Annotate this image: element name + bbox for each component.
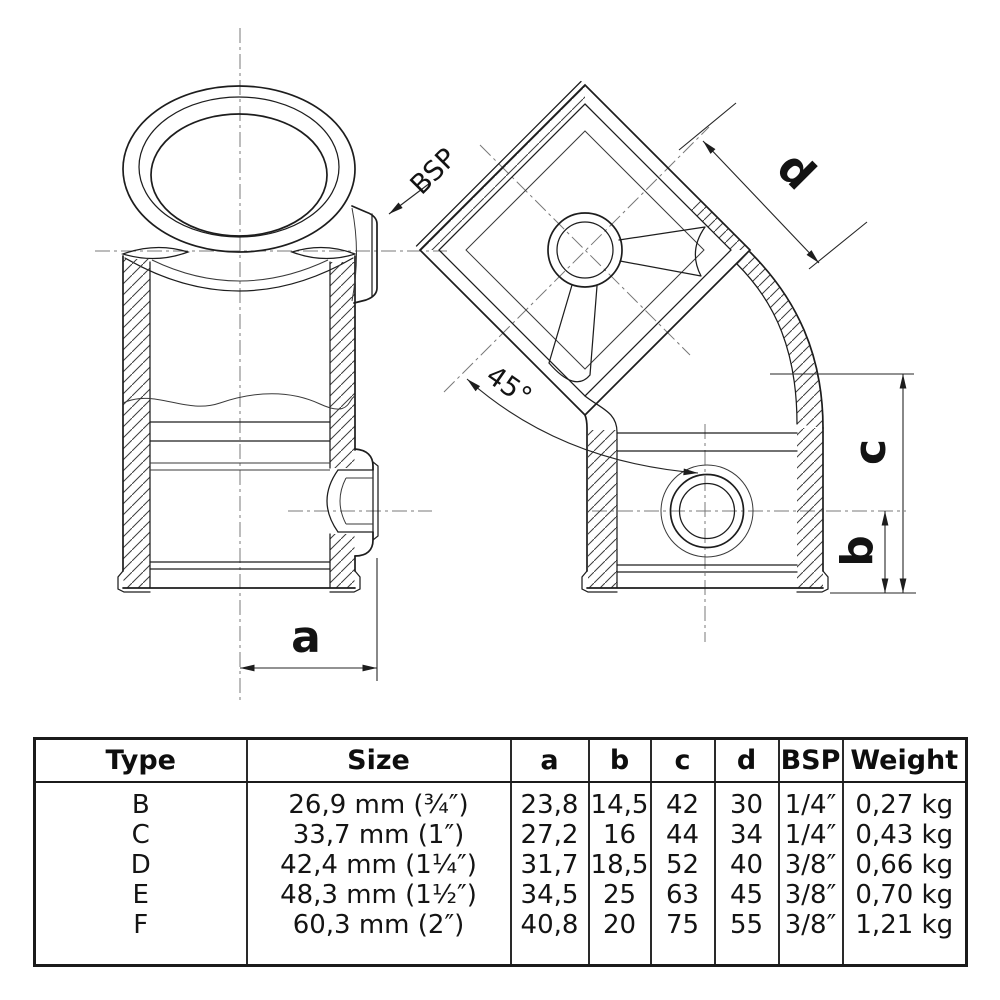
cell-c: 44 [651,820,715,850]
cell-type: B [131,790,150,820]
bsp-label: BSP [404,142,463,201]
table-row [35,880,967,910]
center-hole-outer [548,213,622,287]
cell-bsp: 1/4″ [779,790,843,820]
side-view [417,82,917,643]
cell-size: 33,7 mm (1″) [247,820,511,850]
screw-boss-face [373,462,378,540]
header-c: c [651,739,715,783]
table-row [35,820,967,850]
angle-label: 45° [480,359,538,413]
screw-boss-outline [355,449,373,556]
table-spacer-row [35,782,967,790]
header-type: Type [35,739,247,783]
cylinder-grooves [617,433,797,572]
cell-weight: 1,21 kg [843,910,967,940]
cell-weight: 0,66 kg [843,850,967,880]
cell-b: 16 [589,820,651,850]
centerline-45-axis [444,127,709,392]
cell-type: E [132,880,149,910]
dim-label-a: a [291,612,321,663]
hatch-cylinder-right [797,428,823,588]
cell-d: 55 [715,910,779,940]
cell-bsp: 3/8″ [779,880,843,910]
socket-mid-rim [139,97,339,237]
table-header-row [35,739,967,783]
dimension-a [240,558,377,681]
waist-fillet-right [292,247,355,258]
header-size: Size [247,739,511,783]
cell-b: 20 [589,910,651,940]
cell-c: 42 [651,790,715,820]
break-line [123,394,355,409]
cell-weight: 0,27 kg [843,790,967,820]
funnel-right [619,227,705,276]
header-a: a [511,739,589,783]
table-row [35,790,967,820]
cell-d: 34 [715,820,779,850]
cell-b: 14,5 [589,790,651,820]
dimension-table [33,737,968,967]
socket-outer-rim [123,86,355,252]
cell-bsp: 3/8″ [779,850,843,880]
table-row [35,850,967,880]
screw-hole-cone-inner [340,478,346,524]
cell-a: 23,8 [511,790,589,820]
cell-a: 27,2 [511,820,589,850]
cell-size: 26,9 mm (¾″) [247,790,511,820]
cell-size: 42,4 mm (1¼″) [247,850,511,880]
extension-lines-d [679,103,867,269]
cell-weight: 0,70 kg [843,880,967,910]
cell-a: 34,5 [511,880,589,910]
dim-label-d: d [766,141,826,201]
center-hole-inner [557,222,613,278]
cylinder-edge-left-outer [585,415,587,571]
cell-bsp: 1/4″ [779,820,843,850]
cell-b: 25 [589,880,651,910]
cell-bsp: 3/8″ [779,910,843,940]
cell-type: C [131,820,150,850]
screw-hole-thread-lines [346,478,373,524]
cell-size: 60,3 mm (2″) [247,910,511,940]
cell-a: 40,8 [511,910,589,940]
cell-b: 18,5 [589,850,651,880]
cell-d: 45 [715,880,779,910]
table-row [35,910,967,940]
dim-label-b: b [832,535,883,567]
flange-outer [420,85,750,415]
hatch-band-right-lower [330,534,355,588]
cell-weight: 0,43 kg [843,820,967,850]
cell-c: 63 [651,880,715,910]
cell-type: D [130,850,151,880]
hatch-band-right-upper [330,262,355,468]
header-weight: Weight [843,739,967,783]
socket-bore [151,114,327,236]
dim-label-c: c [845,438,896,466]
cell-a: 31,7 [511,850,589,880]
screw-hole-cone [327,470,338,532]
hatch-band-left [124,259,150,588]
cell-c: 75 [651,910,715,940]
cell-size: 48,3 mm (1½″) [247,880,511,910]
waist-fillet-left [123,247,188,258]
spec-table-wrap [33,737,968,967]
dimension-d [679,103,867,269]
cell-type: F [133,910,149,940]
header-b: b [589,739,651,783]
cell-d: 40 [715,850,779,880]
header-bsp: BSP [779,739,843,783]
cell-c: 52 [651,850,715,880]
hatch-flange-right-corner [690,200,750,250]
hatch-cylinder-left [588,430,617,588]
table-spacer-row [35,940,967,966]
screw-hole-edges [338,470,373,532]
cell-d: 30 [715,790,779,820]
header-d: d [715,739,779,783]
front-view [95,28,463,702]
